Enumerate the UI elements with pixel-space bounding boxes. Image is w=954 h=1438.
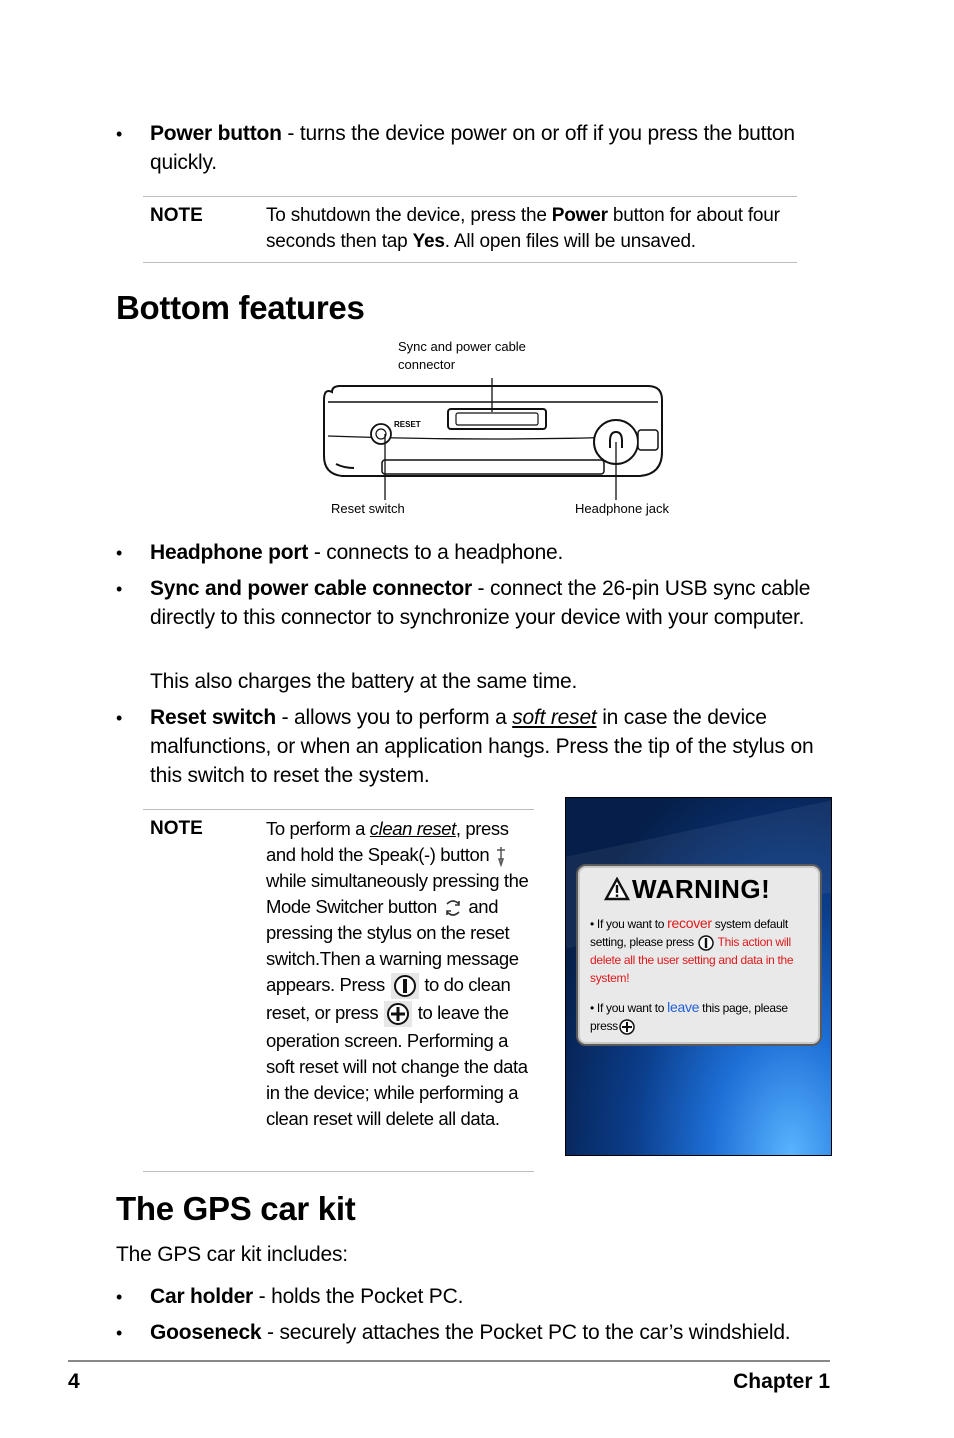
footer-rule (68, 1360, 830, 1362)
car-holder-term: Car holder (150, 1285, 254, 1308)
headphone-port-term: Headphone port (150, 541, 309, 564)
recover-key-icon (697, 935, 715, 951)
sync-connector-item (150, 574, 815, 632)
gps-intro: The GPS car kit includes: (116, 1243, 348, 1266)
warning-leave-text (590, 998, 816, 1035)
warning-recover-text (590, 914, 816, 987)
note-clean-reset-text (266, 816, 536, 1132)
caption-headphone-jack: Headphone jack (575, 501, 669, 516)
warning-recover-word: recover (667, 915, 712, 931)
warning-text-part: • If you want to (590, 917, 668, 931)
note-top-rule (143, 196, 797, 197)
warning-leave-word: leave (667, 999, 700, 1015)
sync-charges-note: This also charges the battery at the same time. (150, 670, 578, 693)
gooseneck-desc: - securely attaches the Pocket PC to the car’s windshield. (261, 1321, 791, 1344)
note-bold-yes: Yes (412, 231, 445, 252)
bullet-marker: • (116, 124, 123, 144)
note-text-part: and pressing the stylus on the reset switch.Then a warning message appears. Press (266, 896, 519, 995)
bullet-marker: • (116, 543, 123, 563)
headphone-port-desc: - connects to a headphone. (308, 541, 564, 564)
soft-reset-link[interactable]: soft reset (512, 706, 597, 729)
power-button-desc: - turns the device power on or off if you press the button quickly. (150, 122, 795, 174)
note-shutdown-text (266, 203, 794, 255)
power-button-item (150, 119, 810, 177)
reset-switch-term: Reset switch (150, 706, 276, 729)
bullet-marker: • (116, 1287, 123, 1307)
note-top-rule (143, 809, 534, 810)
mode-switcher-icon (442, 898, 464, 918)
car-holder-desc: - holds the Pocket PC. (253, 1285, 464, 1308)
speak-button-icon (494, 845, 508, 867)
note-text-part: . All open files will be unsaved. (444, 231, 696, 252)
note-bottom-rule (143, 262, 797, 263)
reset-switch-item (150, 703, 832, 790)
section-heading-gps-car-kit: The GPS car kit (116, 1190, 356, 1227)
warning-dialog (576, 864, 822, 1046)
leave-key-icon (618, 1019, 636, 1035)
warning-triangle-icon (604, 877, 630, 901)
warning-text-part: this page, please press (590, 1001, 788, 1033)
car-holder-item (150, 1282, 830, 1311)
warning-action-text: This action will delete all the user setting and data in the system! (590, 935, 794, 985)
gooseneck-term: Gooseneck (150, 1321, 262, 1344)
bullet-marker: • (116, 1323, 123, 1343)
recover-key-icon (390, 972, 420, 1000)
warning-title (604, 874, 770, 905)
device-reset-label: RESET (394, 420, 421, 429)
warning-title-text: WARNING! (632, 874, 771, 904)
headphone-port-item (150, 538, 830, 567)
chapter-label: Chapter 1 (733, 1370, 830, 1393)
warning-screenshot (565, 797, 832, 1156)
section-heading-bottom-features: Bottom features (116, 289, 365, 326)
note-text-part: To shutdown the device, press the (266, 205, 552, 226)
note-text-part: to do clean reset, or press (266, 974, 511, 1024)
note-label: NOTE (150, 818, 203, 839)
caption-reset-switch: Reset switch (331, 501, 405, 516)
note-text-part: to leave the operation screen. Performing a soft reset will not change the data in the device; while performing a clean reset will delete all data. (266, 1002, 528, 1130)
page-number: 4 (68, 1370, 80, 1393)
note-bold-power: Power (551, 205, 608, 226)
sync-connector-term: Sync and power cable connector (150, 577, 472, 600)
clean-reset-link[interactable]: clean reset (369, 818, 456, 839)
warning-text-part: system default setting, please press (590, 917, 788, 949)
bullet-marker: • (116, 708, 123, 728)
gooseneck-item (150, 1318, 850, 1347)
note-bottom-rule (143, 1171, 534, 1172)
reset-switch-desc: - allows you to perform a (275, 706, 513, 729)
warning-text-part: • If you want to (590, 1001, 668, 1015)
caption-sync-connector: Sync and power cable connector (398, 339, 526, 372)
bullet-marker: • (116, 579, 123, 599)
reset-switch-desc: in case the device malfunctions, or when an application hangs. Press the tip of the stylus on this switch to reset the system. (150, 706, 814, 787)
sync-connector-desc: - connect the 26-pin USB sync cable directly to this connector to synchronize your device with your computer. (150, 577, 811, 629)
note-text-part: , press and hold the Speak(-) button (266, 818, 509, 865)
leave-key-icon (383, 1000, 413, 1028)
note-text-part: To perform a (266, 818, 370, 839)
device-bottom-illustration (318, 372, 670, 504)
note-text-part: button for about four seconds then tap (266, 205, 780, 252)
note-label: NOTE (150, 205, 203, 226)
power-button-term: Power button (150, 122, 282, 145)
note-text-part: while simultaneously pressing the Mode Switcher button (266, 870, 529, 917)
